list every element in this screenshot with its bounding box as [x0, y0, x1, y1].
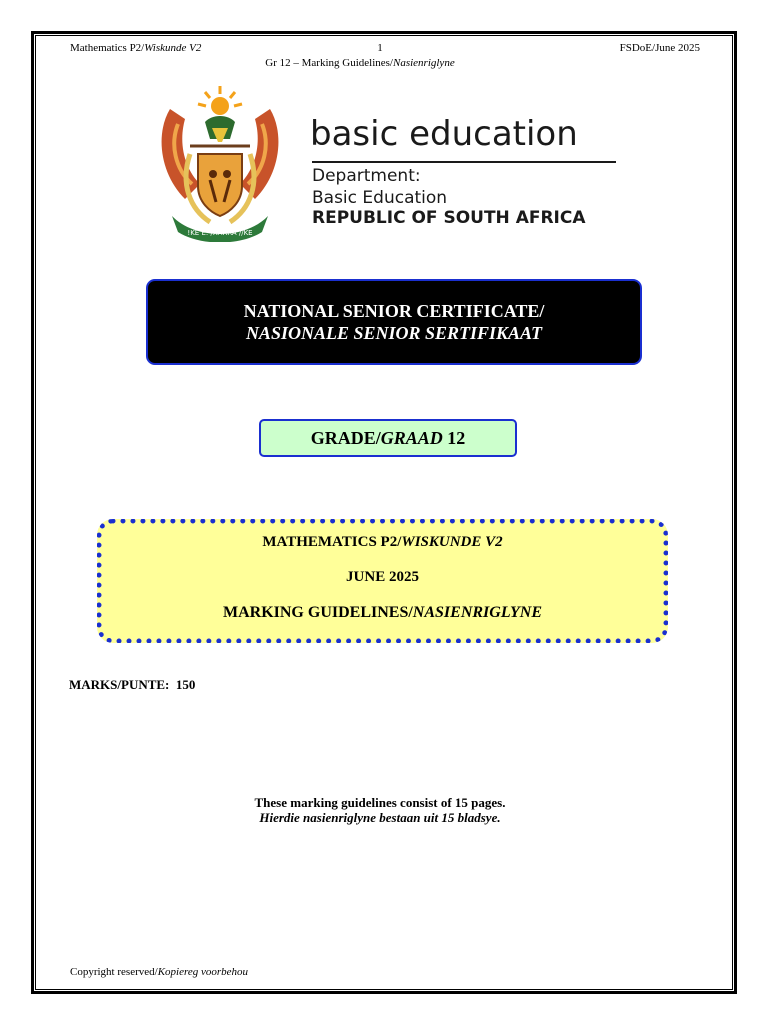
header-source: FSDoE/June 2025: [619, 42, 700, 54]
grade-number: 12: [442, 428, 466, 448]
subject-title: [102, 534, 663, 551]
department-logo: [150, 84, 632, 244]
header-subject-text: Mathematics P2/: [70, 42, 145, 54]
subject-title-afrikaans: WISKUNDE V2: [401, 534, 503, 550]
certificate-title-afrikaans: NASIONALE SENIOR SERTIFIKAAT: [245, 323, 543, 343]
marks-value: 150: [175, 677, 196, 692]
grade-label-afrikaans: GRAAD: [380, 428, 443, 448]
document-type-afrikaans: NASIENRIGLYNE: [412, 604, 543, 621]
crest-motto: !KE E: /XARRA //KE: [187, 229, 253, 237]
grade-banner: [259, 419, 517, 457]
document-type: [102, 604, 663, 622]
copyright-text: Copyright reserved/: [70, 966, 158, 978]
header-subtitle-text: Gr 12 – Marking Guidelines/: [265, 57, 393, 69]
copyright-footer: [70, 966, 248, 978]
subject-banner: [97, 519, 668, 643]
copyright-afrikaans: Kopiereg voorbehou: [157, 966, 249, 978]
certificate-banner: [146, 279, 642, 365]
certificate-title-english: NATIONAL SENIOR CERTIFICATE/: [243, 301, 545, 321]
page-count-note: [180, 795, 580, 825]
page-count-afrikaans: Hierdie nasienriglyne bestaan uit 15 bladsye.: [259, 810, 501, 825]
header-subject-italic: Wiskunde V2: [144, 42, 202, 54]
header-subtitle: [200, 57, 520, 70]
header-page-number: 1: [377, 42, 383, 54]
brand-rule: [312, 161, 616, 163]
marks-label: MARKS/PUNTE:: [69, 677, 170, 692]
total-marks: [69, 677, 195, 693]
page-count-english: These marking guidelines consist of 15 pages.: [254, 795, 506, 810]
document-type-english: MARKING GUIDELINES/: [222, 604, 413, 621]
brand-country: REPUBLIC OF SOUTH AFRICA: [312, 208, 586, 228]
header-subtitle-italic: Nasienriglyne: [392, 57, 455, 69]
coat-of-arms-icon: [150, 84, 290, 242]
brand-department: Department:: [312, 166, 421, 186]
brand-basic-education: Basic Education: [312, 188, 448, 208]
grade-label: GRADE/: [310, 428, 381, 448]
subject-title-english: MATHEMATICS P2/: [262, 534, 402, 550]
exam-date: JUNE 2025: [346, 569, 419, 585]
header-subject: [70, 42, 201, 55]
brand-title: basic education: [310, 114, 578, 154]
